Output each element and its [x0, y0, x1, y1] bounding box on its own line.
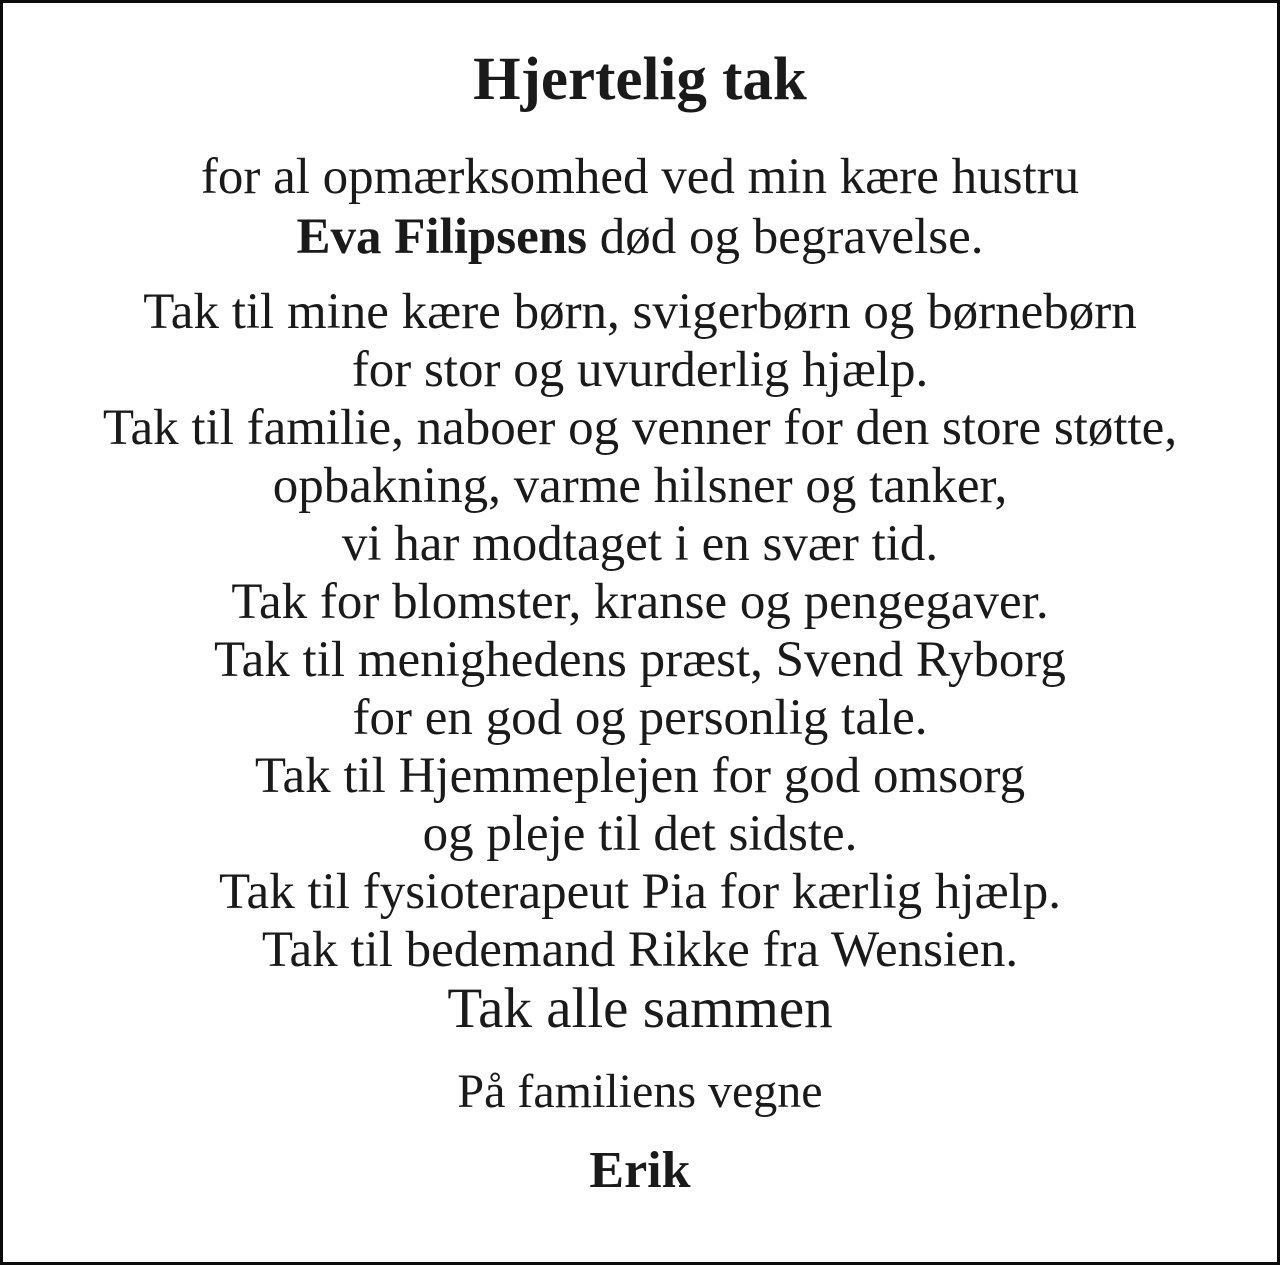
body-line: Tak til menighedens præst, Svend Ryborg: [214, 632, 1066, 688]
intro-line-1: for al opmærksomhed ved min kære hustru: [200, 149, 1080, 205]
body-line: Tak for blomster, kranse og pengegaver.: [231, 574, 1049, 630]
notice-intro: [3, 147, 1277, 267]
notice-body: [3, 283, 1277, 979]
body-line: for en god og personlig tale.: [352, 690, 928, 746]
intro-line-2: [3, 207, 1277, 267]
body-line: Tak til mine kære børn, svigerbørn og børnebørn: [143, 284, 1137, 340]
notice-title: Hjertelig tak: [473, 46, 807, 113]
on-behalf-line: På familiens vegne: [457, 1065, 823, 1118]
body-line: Tak til bedemand Rikke fra Wensien.: [261, 922, 1019, 978]
body-line: for stor og uvurderlig hjælp.: [351, 342, 929, 398]
body-line: vi har modtaget i en svær tid.: [341, 516, 939, 572]
body-line: og pleje til det sidste.: [422, 806, 858, 862]
body-line: Tak til fysioterapeut Pia for kærlig hjælp.: [218, 864, 1062, 920]
body-line: Tak til Hjemmeplejen for god omsorg: [254, 748, 1026, 804]
intro-line-2-rest: død og begravelse.: [586, 209, 984, 265]
signature-name: Erik: [589, 1142, 691, 1199]
body-line: opbakning, varme hilsner og tanker,: [272, 458, 1008, 514]
closing-line: Tak alle sammen: [447, 977, 833, 1040]
deceased-name: Eva Filipsens: [296, 209, 587, 265]
body-line: Tak til familie, naboer og venner for den store støtte,: [102, 400, 1178, 456]
